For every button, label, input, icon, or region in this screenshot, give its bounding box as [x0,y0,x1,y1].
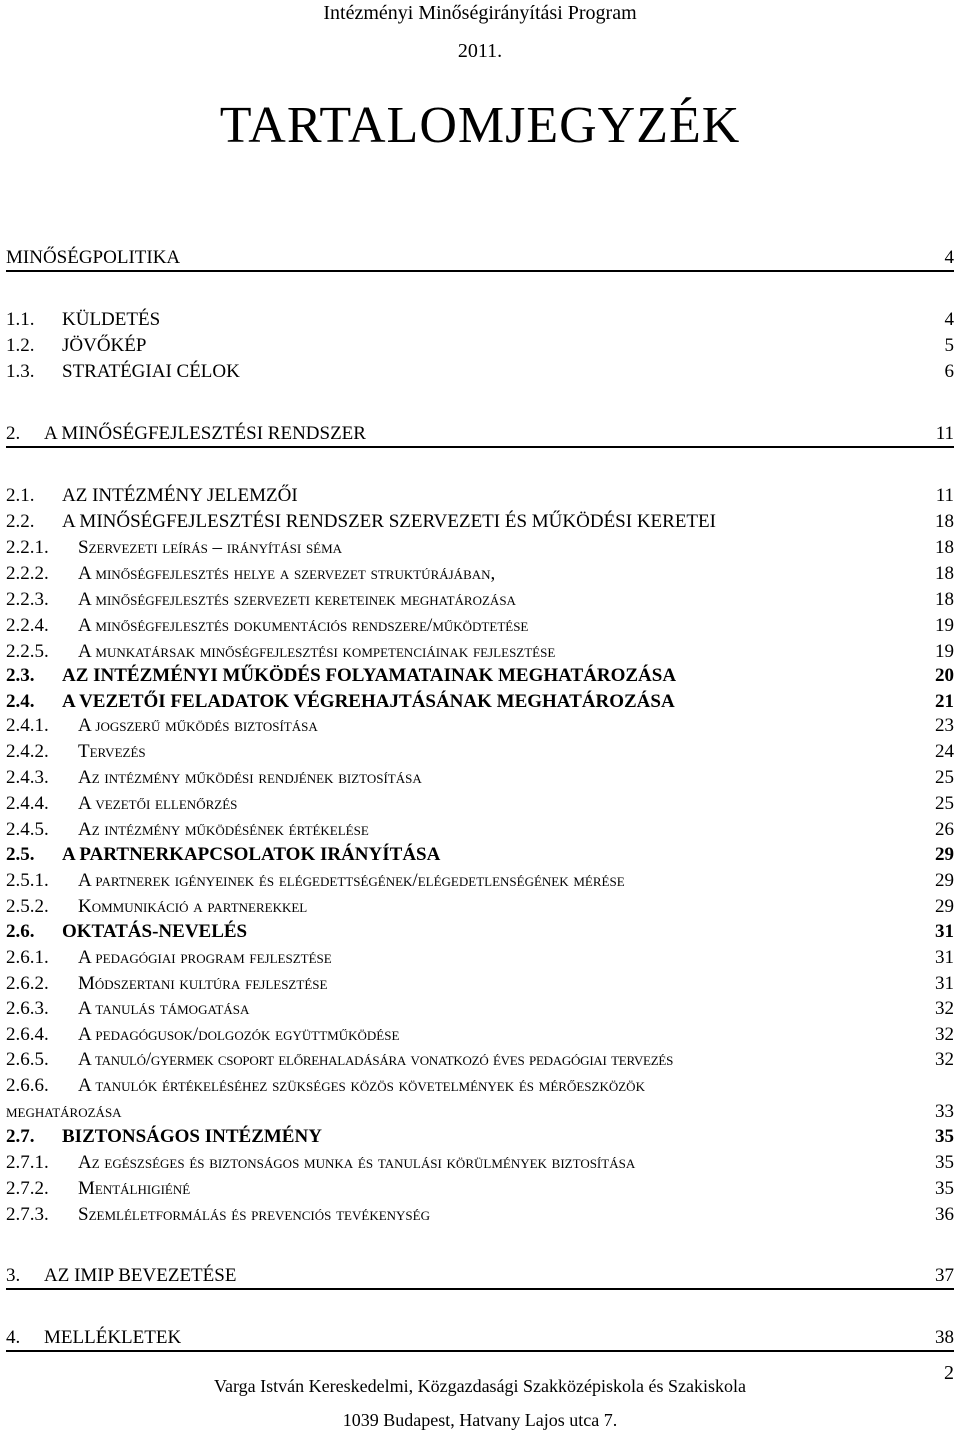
page-title: TARTALOMJEGYZÉK [219,97,741,154]
footer-address: 1039 Budapest, Hatvany Lajos utca 7. [342,1410,618,1430]
footer-school-name: Varga István Kereskedelmi, Közgazdasági Szakközépiskola és Szakiskola [214,1376,746,1396]
toc-entry[interactable]: 2.2. A MINŐSÉGFEJLESZTÉSI RENDSZER SZERVEZETI ÉS MŰKÖDÉSI KERETEI 18 [6,511,954,532]
toc-entry[interactable]: 2.6.1. A pedagógiai program fejlesztése 31 [6,947,954,968]
toc-entry[interactable]: 2.7.1. Az egészséges és biztonságos munka és tanulási körülmények biztosítása 35 [6,1152,954,1173]
toc-entry[interactable]: 2.4.5. Az intézmény működésének értékelése 26 [6,819,954,840]
toc-entry[interactable]: 2.4.1. A jogszerű működés biztosítása 23 [6,715,954,736]
toc-entry[interactable]: 2.4. A VEZETŐI FELADATOK VÉGREHAJTÁSÁNAK MEGHATÁROZÁSA 21 [6,691,954,712]
toc-entry[interactable]: 2.3. AZ INTÉZMÉNYI MŰKÖDÉS FOLYAMATAINAK MEGHATÁROZÁSA 20 [6,665,954,686]
toc-entry[interactable]: 1.2. JÖVŐKÉP 5 [6,335,954,356]
toc-entry[interactable]: 1.3. STRATÉGIAI CÉLOK 6 [6,361,954,382]
toc-entry[interactable]: 4. MELLÉKLETEK 38 [6,1326,954,1352]
toc-entry[interactable]: 2.4.2. Tervezés 24 [6,741,954,762]
toc-entry-continued[interactable]: meghatározása 33 [6,1101,954,1122]
toc-entry[interactable]: 3. AZ IMIP BEVEZETÉSE 37 [6,1264,954,1290]
toc-entry[interactable]: 2.2.5. A munkatársak minőségfejlesztési kompetenciáinak fejlesztése 19 [6,641,954,662]
toc-entry[interactable]: 2.5.2. Kommunikáció a partnerekkel 29 [6,896,954,917]
toc-entry[interactable]: 2.6.5. A tanuló/gyermek csoport előrehaladására vonatkozó éves pedagógiai tervezés 32 [6,1049,954,1070]
toc-entry[interactable]: 2.7.3. Szemléletformálás és prevenciós tevékenység 36 [6,1204,954,1225]
toc-entry[interactable]: 2.6. OKTATÁS-NEVELÉS 31 [6,921,954,942]
toc-entry[interactable]: 2.7.2. Mentálhigiéné 35 [6,1178,954,1199]
header-year: 2011. [457,40,503,62]
toc-entry[interactable]: 2.6.6. A tanulók értékeléséhez szükséges közös követelmények és mérőeszközök [6,1075,645,1096]
header-program-title: Intézményi Minőségirányítási Program [323,2,637,24]
toc-entry[interactable]: 2.6.2. Módszertani kultúra fejlesztése 31 [6,973,954,994]
page-number: 2 [944,1362,954,1384]
toc-entry[interactable]: 2. A MINŐSÉGFEJLESZTÉSI RENDSZER 11 [6,422,954,448]
toc-entry[interactable]: 2.2.4. A minőségfejlesztés dokumentációs rendszere/működtetése 19 [6,615,954,636]
toc-entry[interactable]: 2.5. A PARTNERKAPCSOLATOK IRÁNYÍTÁSA 29 [6,844,954,865]
toc-entry[interactable]: 2.7. BIZTONSÁGOS INTÉZMÉNY 35 [6,1126,954,1147]
toc-entry[interactable]: 2.6.3. A tanulás támogatása 32 [6,998,954,1019]
toc-entry[interactable]: MINŐSÉGPOLITIKA 4 [6,246,954,272]
toc-entry[interactable]: 2.4.4. A vezetői ellenőrzés 25 [6,793,954,814]
toc-entry[interactable]: 1.1. KÜLDETÉS 4 [6,309,954,330]
toc-entry[interactable]: 2.2.3. A minőségfejlesztés szervezeti kereteinek meghatározása 18 [6,589,954,610]
toc-entry[interactable]: 2.5.1. A partnerek igényeinek és elégedettségének/elégedetlenségének mérése 29 [6,870,954,891]
toc-entry[interactable]: 2.1. AZ INTÉZMÉNY JELEMZŐI 11 [6,485,954,506]
toc-entry[interactable]: 2.6.4. A pedagógusok/dolgozók együttműködése 32 [6,1024,954,1045]
toc-entry[interactable]: 2.4.3. Az intézmény működési rendjének biztosítása 25 [6,767,954,788]
toc-entry[interactable]: 2.2.2. A minőségfejlesztés helye a szervezet struktúrájában, 18 [6,563,954,584]
toc-entry[interactable]: 2.2.1. Szervezeti leírás – irányítási séma 18 [6,537,954,558]
